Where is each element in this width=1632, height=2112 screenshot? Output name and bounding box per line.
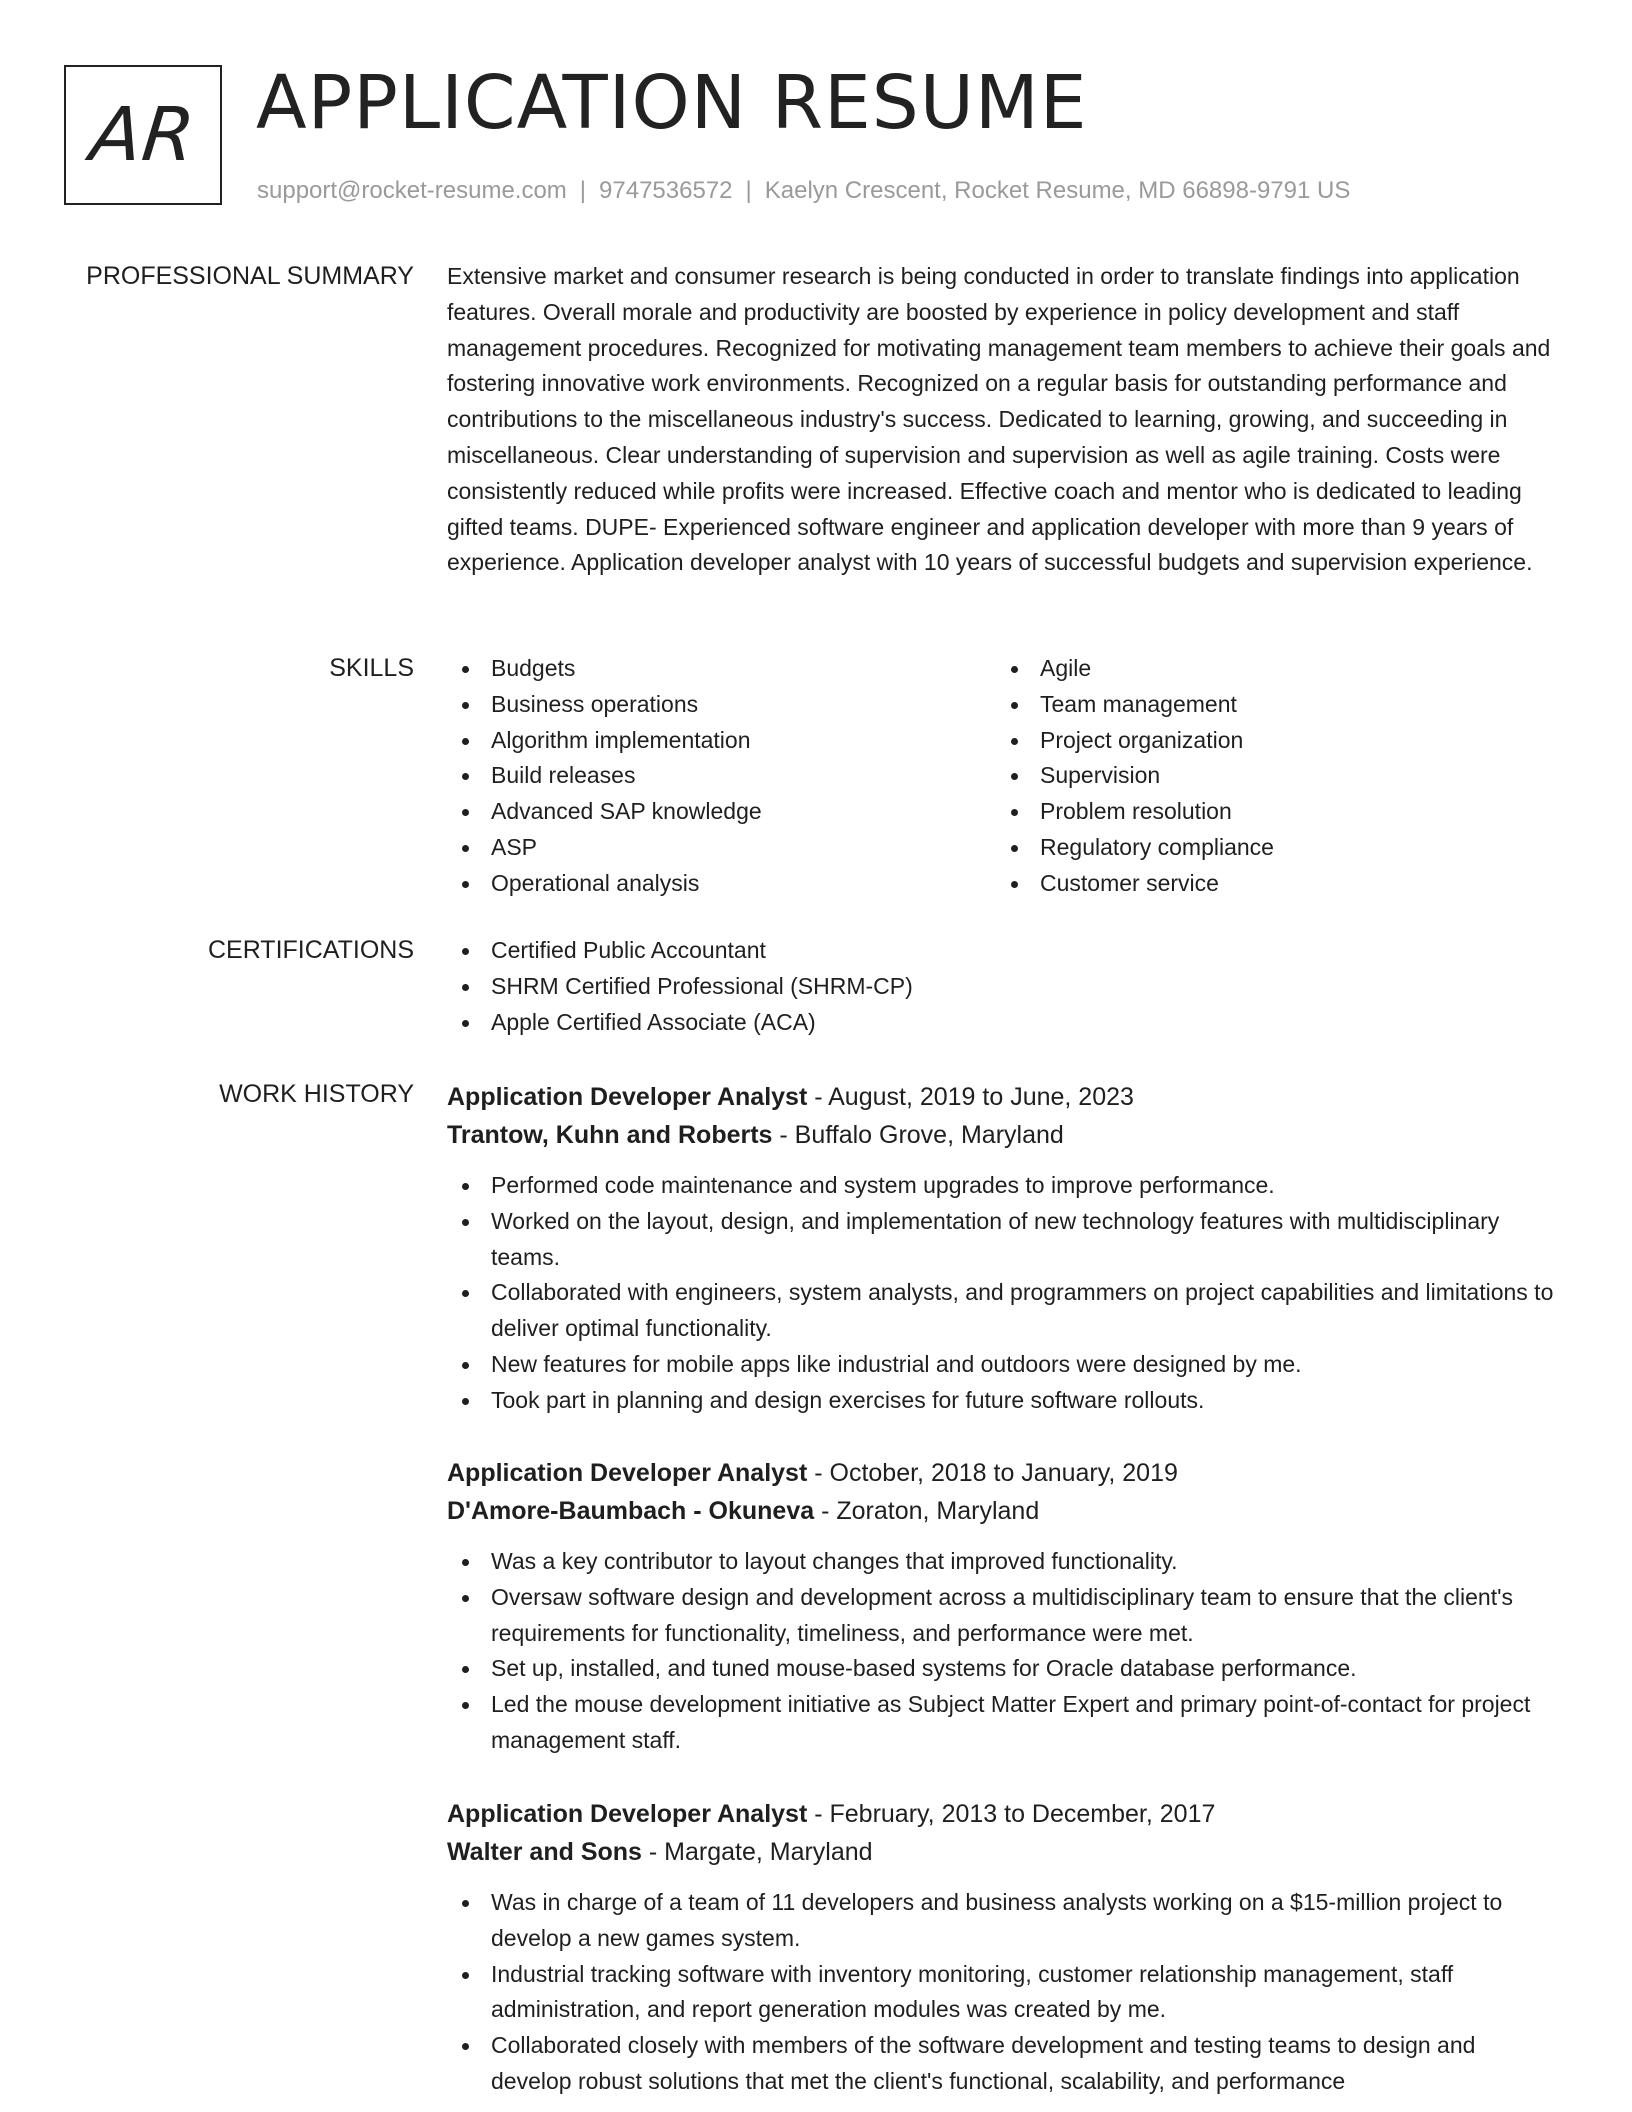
job-company: D'Amore-Baumbach - Okuneva: [447, 1497, 815, 1525]
job-title: Application Developer Analyst: [447, 1083, 808, 1111]
job-dates: - August, 2019 to June, 2023: [807, 1083, 1134, 1111]
list-item: Led the mouse development initiative as Subject Matter Expert and primary point-of-contact for project management staff.: [447, 1687, 1562, 1759]
job-company-line: [447, 1833, 1562, 1871]
list-item: ASP: [447, 830, 996, 866]
list-item: Oversaw software design and development across a multidisciplinary team to ensure that the client's requirements for functionality, timeliness, and performance were met.: [447, 1580, 1562, 1652]
list-item: Budgets: [447, 651, 996, 687]
list-item: Customer service: [996, 866, 1545, 902]
job-duties: [447, 1168, 1562, 1419]
list-item: Was a key contributor to layout changes that improved functionality.: [447, 1544, 1562, 1580]
list-item: Apple Certified Associate (ACA): [447, 1005, 1562, 1041]
job-company: Trantow, Kuhn and Roberts: [447, 1121, 773, 1149]
contact-separator: |: [579, 177, 587, 204]
contact-phone: 9747536572: [599, 177, 733, 204]
list-item: Build releases: [447, 758, 996, 794]
list-item: Industrial tracking software with inventory monitoring, customer relationship management, staff administration, and report generation modules was created by me.: [447, 1957, 1562, 2029]
list-item: Project organization: [996, 723, 1545, 759]
contact-separator: |: [745, 177, 752, 204]
list-item: Algorithm implementation: [447, 723, 996, 759]
job-entry: [447, 1454, 1562, 1759]
list-item: Collaborated with engineers, system analysts, and programmers on project capabilities and limitations to deliver optimal functionality.: [447, 1275, 1562, 1347]
list-item: Team management: [996, 687, 1545, 723]
job-title-line: [447, 1454, 1562, 1492]
job-title: Application Developer Analyst: [447, 1459, 808, 1487]
job-company-line: [447, 1492, 1562, 1530]
contact-address: Kaelyn Crescent, Rocket Resume, MD 66898-9791 US: [764, 177, 1351, 204]
certifications-list: [447, 933, 1562, 1040]
list-item: Advanced SAP knowledge: [447, 794, 996, 830]
job-duties: [447, 1885, 1562, 2100]
job-location: - Buffalo Grove, Maryland: [772, 1121, 1064, 1149]
job-location: - Zoraton, Maryland: [814, 1497, 1040, 1525]
work-history-heading: WORK HISTORY: [219, 1080, 414, 1108]
list-item: New features for mobile apps like industrial and outdoors were designed by me.: [447, 1347, 1562, 1383]
job-entry: [447, 1795, 1562, 2100]
job-title-line: [447, 1795, 1562, 1833]
list-item: Operational analysis: [447, 866, 996, 902]
summary-heading: PROFESSIONAL SUMMARY: [86, 262, 414, 290]
job-duties: [447, 1544, 1562, 1759]
contact-email: support@rocket-resume.com: [257, 177, 567, 204]
contact-line: [257, 174, 1350, 208]
job-company: Walter and Sons: [447, 1838, 642, 1866]
list-item: Performed code maintenance and system upgrades to improve performance.: [447, 1168, 1562, 1204]
job-title-line: [447, 1078, 1562, 1116]
job-dates: - October, 2018 to January, 2019: [807, 1459, 1178, 1487]
list-item: Business operations: [447, 687, 996, 723]
monogram-box: [64, 65, 222, 205]
job-company-line: [447, 1116, 1562, 1154]
job-entry: [447, 1078, 1562, 1419]
list-item: Was in charge of a team of 11 developers and business analysts working on a $15-million project to develop a new games system.: [447, 1885, 1562, 1957]
summary-text: Extensive market and consumer research is being conducted in order to translate findings into application features. Overall morale and productivity are boosted by experience in policy development and staff management procedures. Recognized for motivating management team members to achieve their goals and fostering innovative work environments. Recognized on a regular basis for outstanding performance and contributions to the miscellaneous industry's success. Dedicated to learning, growing, and succeeding in miscellaneous. Clear understanding of supervision and supervision as well as agile training. Costs were consistently reduced while profits were increased. Effective coach and mentor who is dedicated to leading gifted teams. DUPE- Experienced software engineer and application developer with more than 9 years of experience. Application developer analyst with 10 years of successful budgets and supervision experience.: [447, 263, 1551, 576]
list-item: Problem resolution: [996, 794, 1545, 830]
job-title: Application Developer Analyst: [447, 1800, 808, 1828]
list-item: Collaborated closely with members of the software development and testing teams to design and develop robust solutions that met the client's functional, scalability, and performance: [447, 2028, 1562, 2100]
list-item: Took part in planning and design exercises for future software rollouts.: [447, 1383, 1562, 1419]
list-item: Regulatory compliance: [996, 830, 1545, 866]
list-item: Certified Public Accountant: [447, 933, 1562, 969]
skills-heading: SKILLS: [329, 654, 414, 682]
job-dates: - February, 2013 to December, 2017: [807, 1800, 1216, 1828]
skills-list-left: [447, 651, 996, 902]
list-item: Worked on the layout, design, and implementation of new technology features with multidisciplinary teams.: [447, 1204, 1562, 1276]
list-item: Set up, installed, and tuned mouse-based systems for Oracle database performance.: [447, 1651, 1562, 1687]
monogram-initials: AR: [86, 92, 200, 178]
resume-title: APPLICATION RESUME: [256, 60, 1088, 146]
list-item: Agile: [996, 651, 1545, 687]
skills-list-right: [996, 651, 1545, 902]
list-item: SHRM Certified Professional (SHRM-CP): [447, 969, 1562, 1005]
certifications-heading: CERTIFICATIONS: [207, 936, 414, 964]
list-item: Supervision: [996, 758, 1545, 794]
job-location: - Margate, Maryland: [641, 1838, 873, 1866]
